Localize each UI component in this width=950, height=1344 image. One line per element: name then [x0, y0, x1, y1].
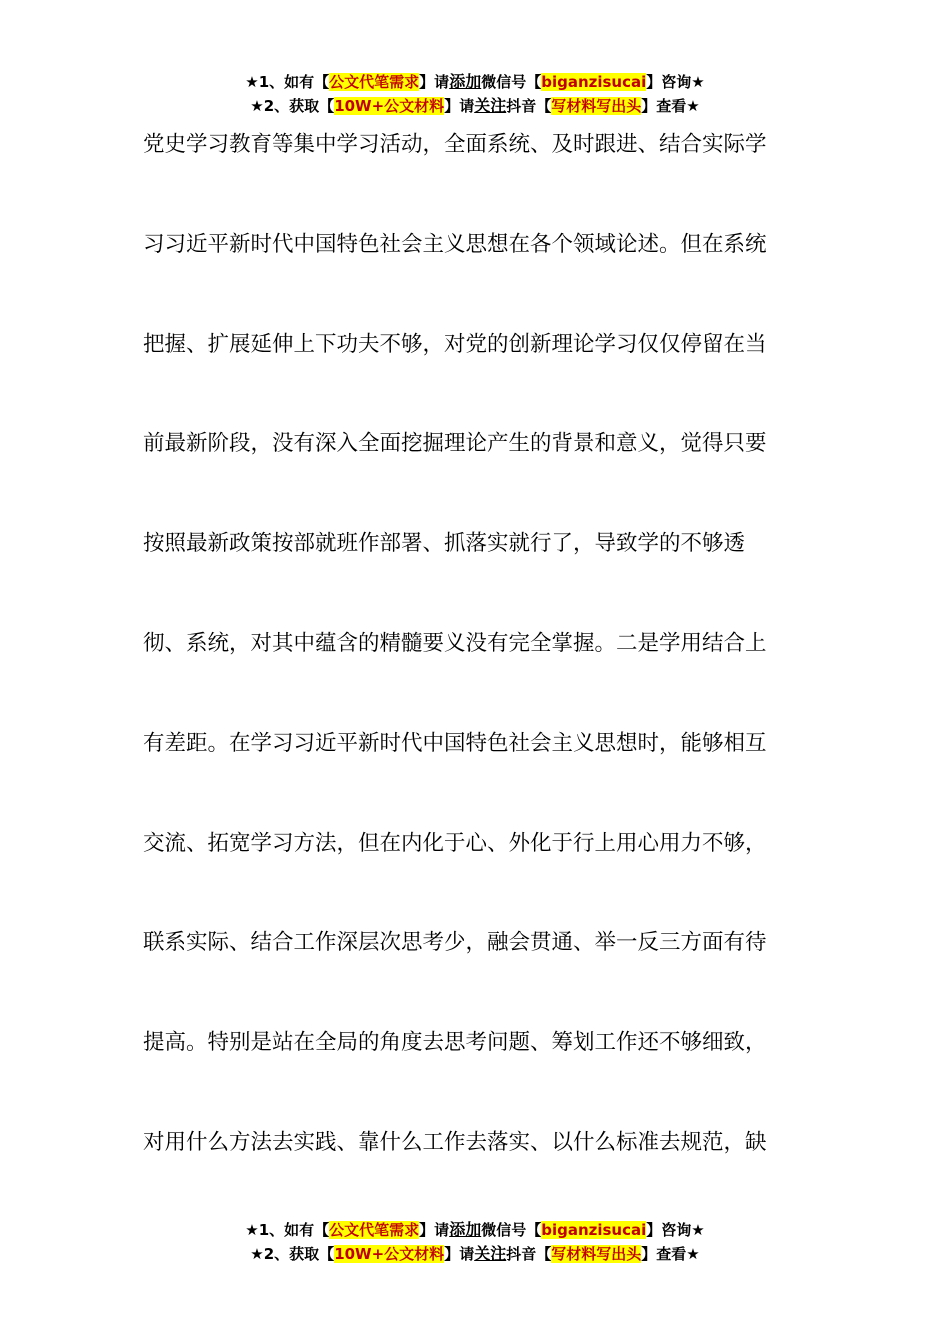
banner-text: 抖音【	[506, 97, 552, 115]
body-line: 交流、拓宽学习方法，但在内化于心、外化于行上用心用力不够，	[143, 830, 767, 856]
underlined-action: 添加	[449, 1220, 482, 1239]
highlight-materials: 10W+公文材料	[334, 97, 445, 115]
underlined-action: 关注	[474, 96, 507, 115]
banner-text: 】请	[419, 1221, 450, 1239]
banner-text: ★2、获取【	[250, 97, 335, 115]
body-line: 前最新阶段，没有深入全面挖掘理论产生的背景和意义，觉得只要	[143, 431, 767, 457]
body-line: 彻、系统，对其中蕴含的精髓要义没有完全掌握。二是学用结合上	[143, 630, 767, 656]
banner-text: ★1、如有【	[245, 1221, 330, 1239]
body-line: 把握、扩展延伸上下功夫不够，对党的创新理论学习仅仅停留在当	[143, 331, 767, 357]
banner-text: 】请	[419, 73, 450, 91]
banner-text: 抖音【	[506, 1245, 552, 1263]
banner-line-2	[0, 1242, 950, 1266]
highlight-service: 公文代笔需求	[329, 1221, 420, 1239]
banner-line-1	[0, 1218, 950, 1242]
body-line: 对用什么方法去实践、靠什么工作去落实、以什么标准去规范，缺	[143, 1129, 767, 1155]
highlight-wechat-id: biganzisucai	[541, 1221, 647, 1239]
highlight-douyin-account: 写材料写出头	[551, 1245, 642, 1263]
body-line: 习习近平新时代中国特色社会主义思想在各个领域论述。但在系统	[143, 231, 767, 257]
body-line: 党史学习教育等集中学习活动，全面系统、及时跟进、结合实际学	[143, 132, 767, 157]
body-line: 联系实际、结合工作深层次思考少，融会贯通、举一反三方面有待	[143, 930, 767, 956]
body-line: 提高。特别是站在全局的角度去思考问题、筹划工作还不够细致，	[143, 1030, 767, 1056]
banner-text: 】查看★	[641, 1245, 700, 1263]
banner-text: 】查看★	[641, 97, 700, 115]
underlined-action: 关注	[474, 1244, 507, 1263]
footer-banner	[0, 1218, 950, 1266]
highlight-service: 公文代笔需求	[329, 73, 420, 91]
header-banner	[0, 70, 950, 118]
banner-text: 微信号【	[481, 1221, 542, 1239]
highlight-wechat-id: biganzisucai	[541, 73, 647, 91]
body-line: 有差距。在学习习近平新时代中国特色社会主义思想时，能够相互	[143, 730, 767, 756]
highlight-douyin-account: 写材料写出头	[551, 97, 642, 115]
banner-text: 】咨询★	[646, 1221, 705, 1239]
banner-text: 】咨询★	[646, 73, 705, 91]
banner-line-1	[0, 70, 950, 94]
highlight-materials: 10W+公文材料	[334, 1245, 445, 1263]
banner-text: 】请	[444, 1245, 475, 1263]
banner-text: ★1、如有【	[245, 73, 330, 91]
banner-line-2	[0, 94, 950, 118]
banner-text: ★2、获取【	[250, 1245, 335, 1263]
banner-text: 】请	[444, 97, 475, 115]
banner-text: 微信号【	[481, 73, 542, 91]
underlined-action: 添加	[449, 72, 482, 91]
document-body	[143, 128, 803, 1226]
body-line: 按照最新政策按部就班作部署、抓落实就行了，导致学的不够透	[143, 531, 746, 557]
